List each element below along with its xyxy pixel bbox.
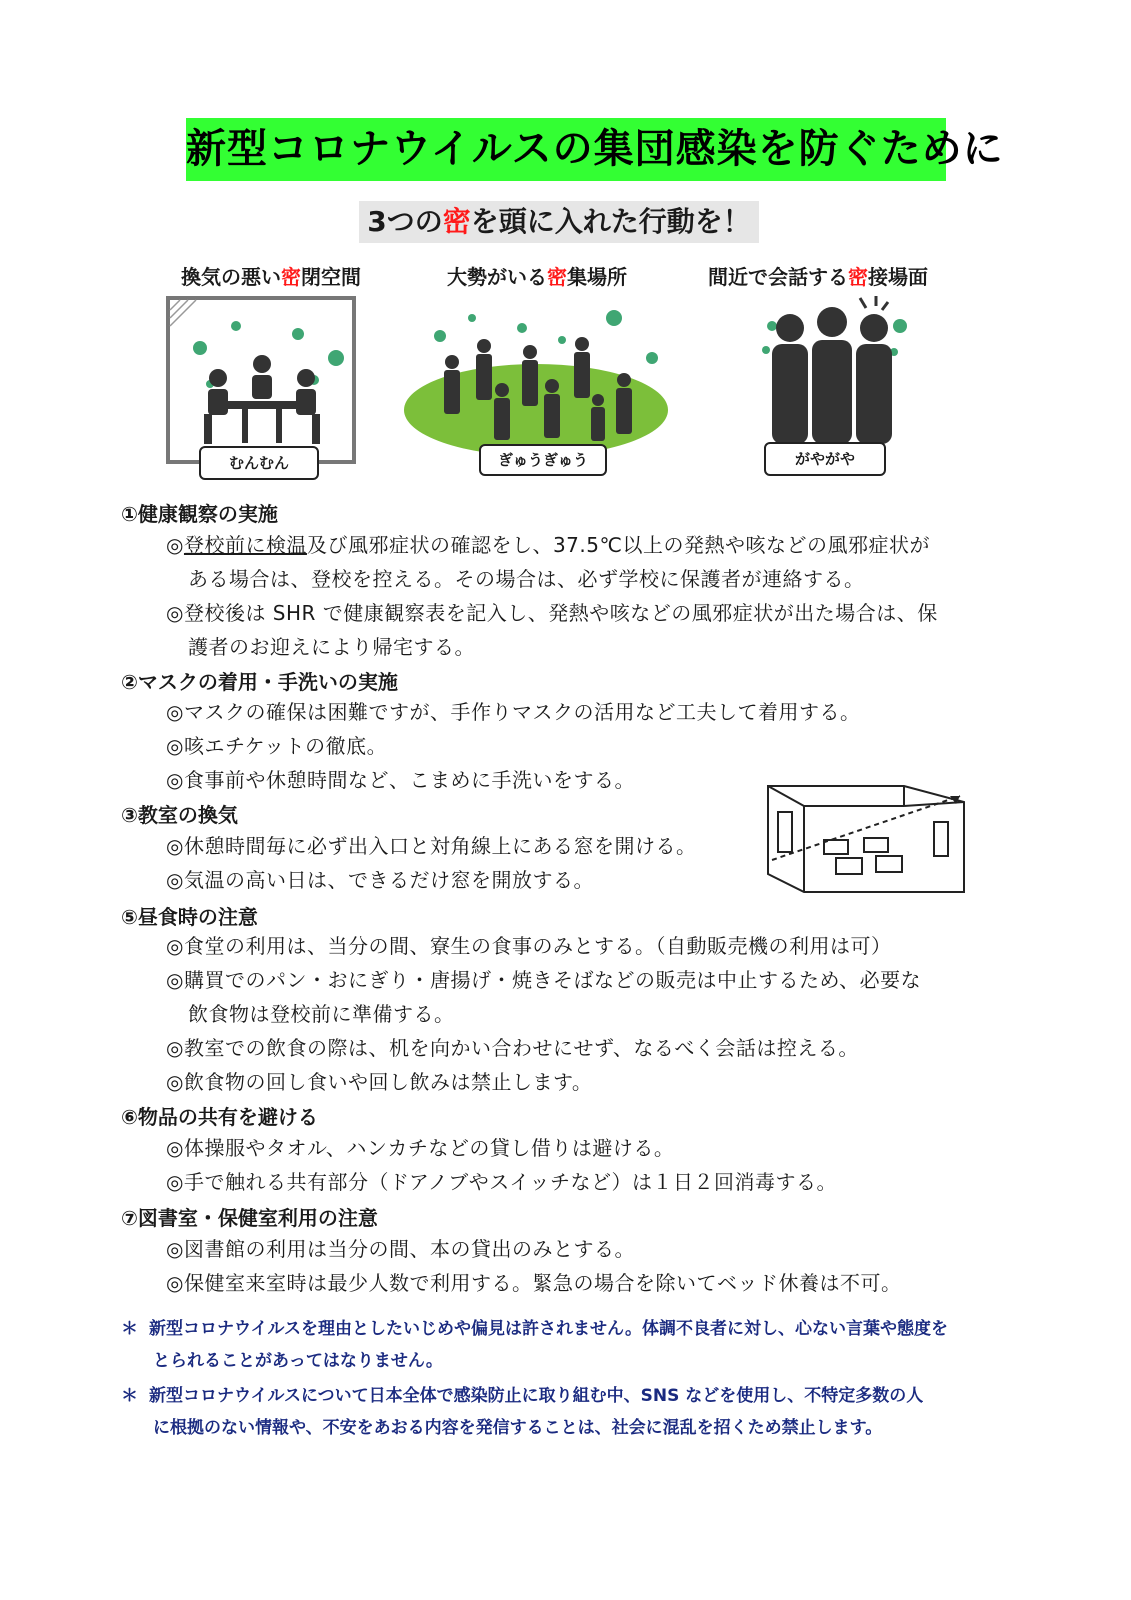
section-heading-lunch: ⑤昼食時の注意 <box>121 905 258 929</box>
section-heading-health-check: ①健康観察の実施 <box>121 502 278 526</box>
col1-red: 密 <box>281 265 301 289</box>
section-heading-library-infirmary: ⑦図書室・保健室利用の注意 <box>121 1206 378 1230</box>
note-continuation: に根拠のない情報や、不安をあおる内容を発信することは、社会に混乱を招くため禁止します。 <box>153 1418 883 1438</box>
note-mark: ＊ <box>121 1319 138 1339</box>
talking-people-icon <box>772 307 892 444</box>
closed-room-illustration <box>166 296 358 468</box>
list-item: ◎食事前や休憩時間など、こまめに手洗いをする。 <box>166 768 635 792</box>
section-heading-ventilation: ③教室の換気 <box>121 803 238 827</box>
list-item <box>166 596 938 664</box>
item-continuation: ある場合は、登校を控える。その場合は、必ず学校に保護者が連絡する。 <box>188 567 865 591</box>
list-item: ◎体操服やタオル、ハンカチなどの貸し借りは避ける。 <box>166 1136 675 1160</box>
note-mark: ＊ <box>121 1386 138 1406</box>
list-item <box>166 528 930 596</box>
list-item: ◎図書館の利用は当分の間、本の貸出のみとする。 <box>166 1237 635 1261</box>
column-title-closed-space <box>166 261 376 290</box>
list-item: ◎手で触れる共有部分（ドアノブやスイッチなど）は１日２回消毒する。 <box>166 1170 837 1194</box>
column-title-close-contact <box>693 261 943 290</box>
subtitle <box>359 201 759 243</box>
caption-gyuugyuu: ぎゅうぎゅう <box>479 444 607 476</box>
item-text: 及び風邪症状の確認をし、37.5℃以上の発熱や咳などの風邪症状が <box>306 533 930 557</box>
list-item: ◎飲食物の回し食いや回し飲みは禁止します。 <box>166 1070 593 1094</box>
section-heading-mask-handwash: ②マスクの着用・手洗いの実施 <box>121 670 398 694</box>
note-discrimination <box>121 1313 948 1377</box>
column-title-crowded-place <box>432 261 642 290</box>
col3-pre: 間近で会話する <box>708 265 848 289</box>
col2-red: 密 <box>547 265 567 289</box>
subtitle-post: を頭に入れた行動を！ <box>470 205 751 238</box>
list-item <box>166 963 921 1031</box>
close-contact-illustration <box>752 292 912 450</box>
list-item: ◎マスクの確保は困難ですが、手作りマスクの活用など工夫して着用する。 <box>166 700 861 724</box>
subtitle-red: 密 <box>442 205 471 238</box>
crowded-place-illustration <box>402 300 670 460</box>
list-item: ◎保健室来室時は最少人数で利用する。緊急の場合を除いてベッド休養は不可。 <box>166 1271 902 1295</box>
caption-munmun: むんむん <box>199 446 319 480</box>
note-misinformation <box>121 1380 923 1444</box>
note-continuation: とられることがあってはなりません。 <box>153 1351 443 1371</box>
col2-post: 集場所 <box>567 265 627 289</box>
col1-pre: 換気の悪い <box>181 265 281 289</box>
note-text: 新型コロナウイルスを理由としたいじめや偏見は許されません。体調不良者に対し、心ない言葉や態度を <box>149 1319 948 1339</box>
item-text: ◎登校後は SHR で健康観察表を記入し、発熱や咳などの風邪症状が出た場合は、保 <box>166 601 938 625</box>
list-item: ◎教室での飲食の際は、机を向かい合わせにせず、なるべく会話は控える。 <box>166 1036 859 1060</box>
list-item: ◎咳エチケットの徹底。 <box>166 734 388 758</box>
item-continuation: 護者のお迎えにより帰宅する。 <box>188 635 475 659</box>
item-underlined: 登校前に検温 <box>183 533 307 557</box>
list-item: ◎気温の高い日は、できるだけ窓を開放する。 <box>166 868 594 892</box>
note-text: 新型コロナウイルスについて日本全体で感染防止に取り組む中、SNS などを使用し、不特定多数の人 <box>149 1386 924 1406</box>
col2-pre: 大勢がいる <box>447 265 547 289</box>
col1-post: 閉空間 <box>301 265 361 289</box>
list-item: ◎休憩時間毎に必ず出入口と対角線上にある窓を開ける。 <box>166 834 697 858</box>
item-continuation: 飲食物は登校前に準備する。 <box>188 1002 455 1026</box>
section-heading-shared-items: ⑥物品の共有を避ける <box>121 1105 318 1129</box>
col3-red: 密 <box>848 265 868 289</box>
item-mark: ◎ <box>166 533 184 557</box>
item-text: ◎購買でのパン・おにぎり・唐揚げ・焼きそばなどの販売は中止するため、必要な <box>166 968 922 992</box>
page-title: 新型コロナウイルスの集団感染を防ぐために <box>186 118 946 181</box>
virus-icon <box>434 310 658 364</box>
col3-post: 接場面 <box>868 265 928 289</box>
list-item: ◎食堂の利用は、当分の間、寮生の食事のみとする。（自動販売機の利用は可） <box>166 934 892 958</box>
classroom-ventilation-illustration <box>764 782 974 894</box>
caption-gayagaya: がやがや <box>764 442 886 476</box>
subtitle-pre: 3つの <box>367 205 443 238</box>
